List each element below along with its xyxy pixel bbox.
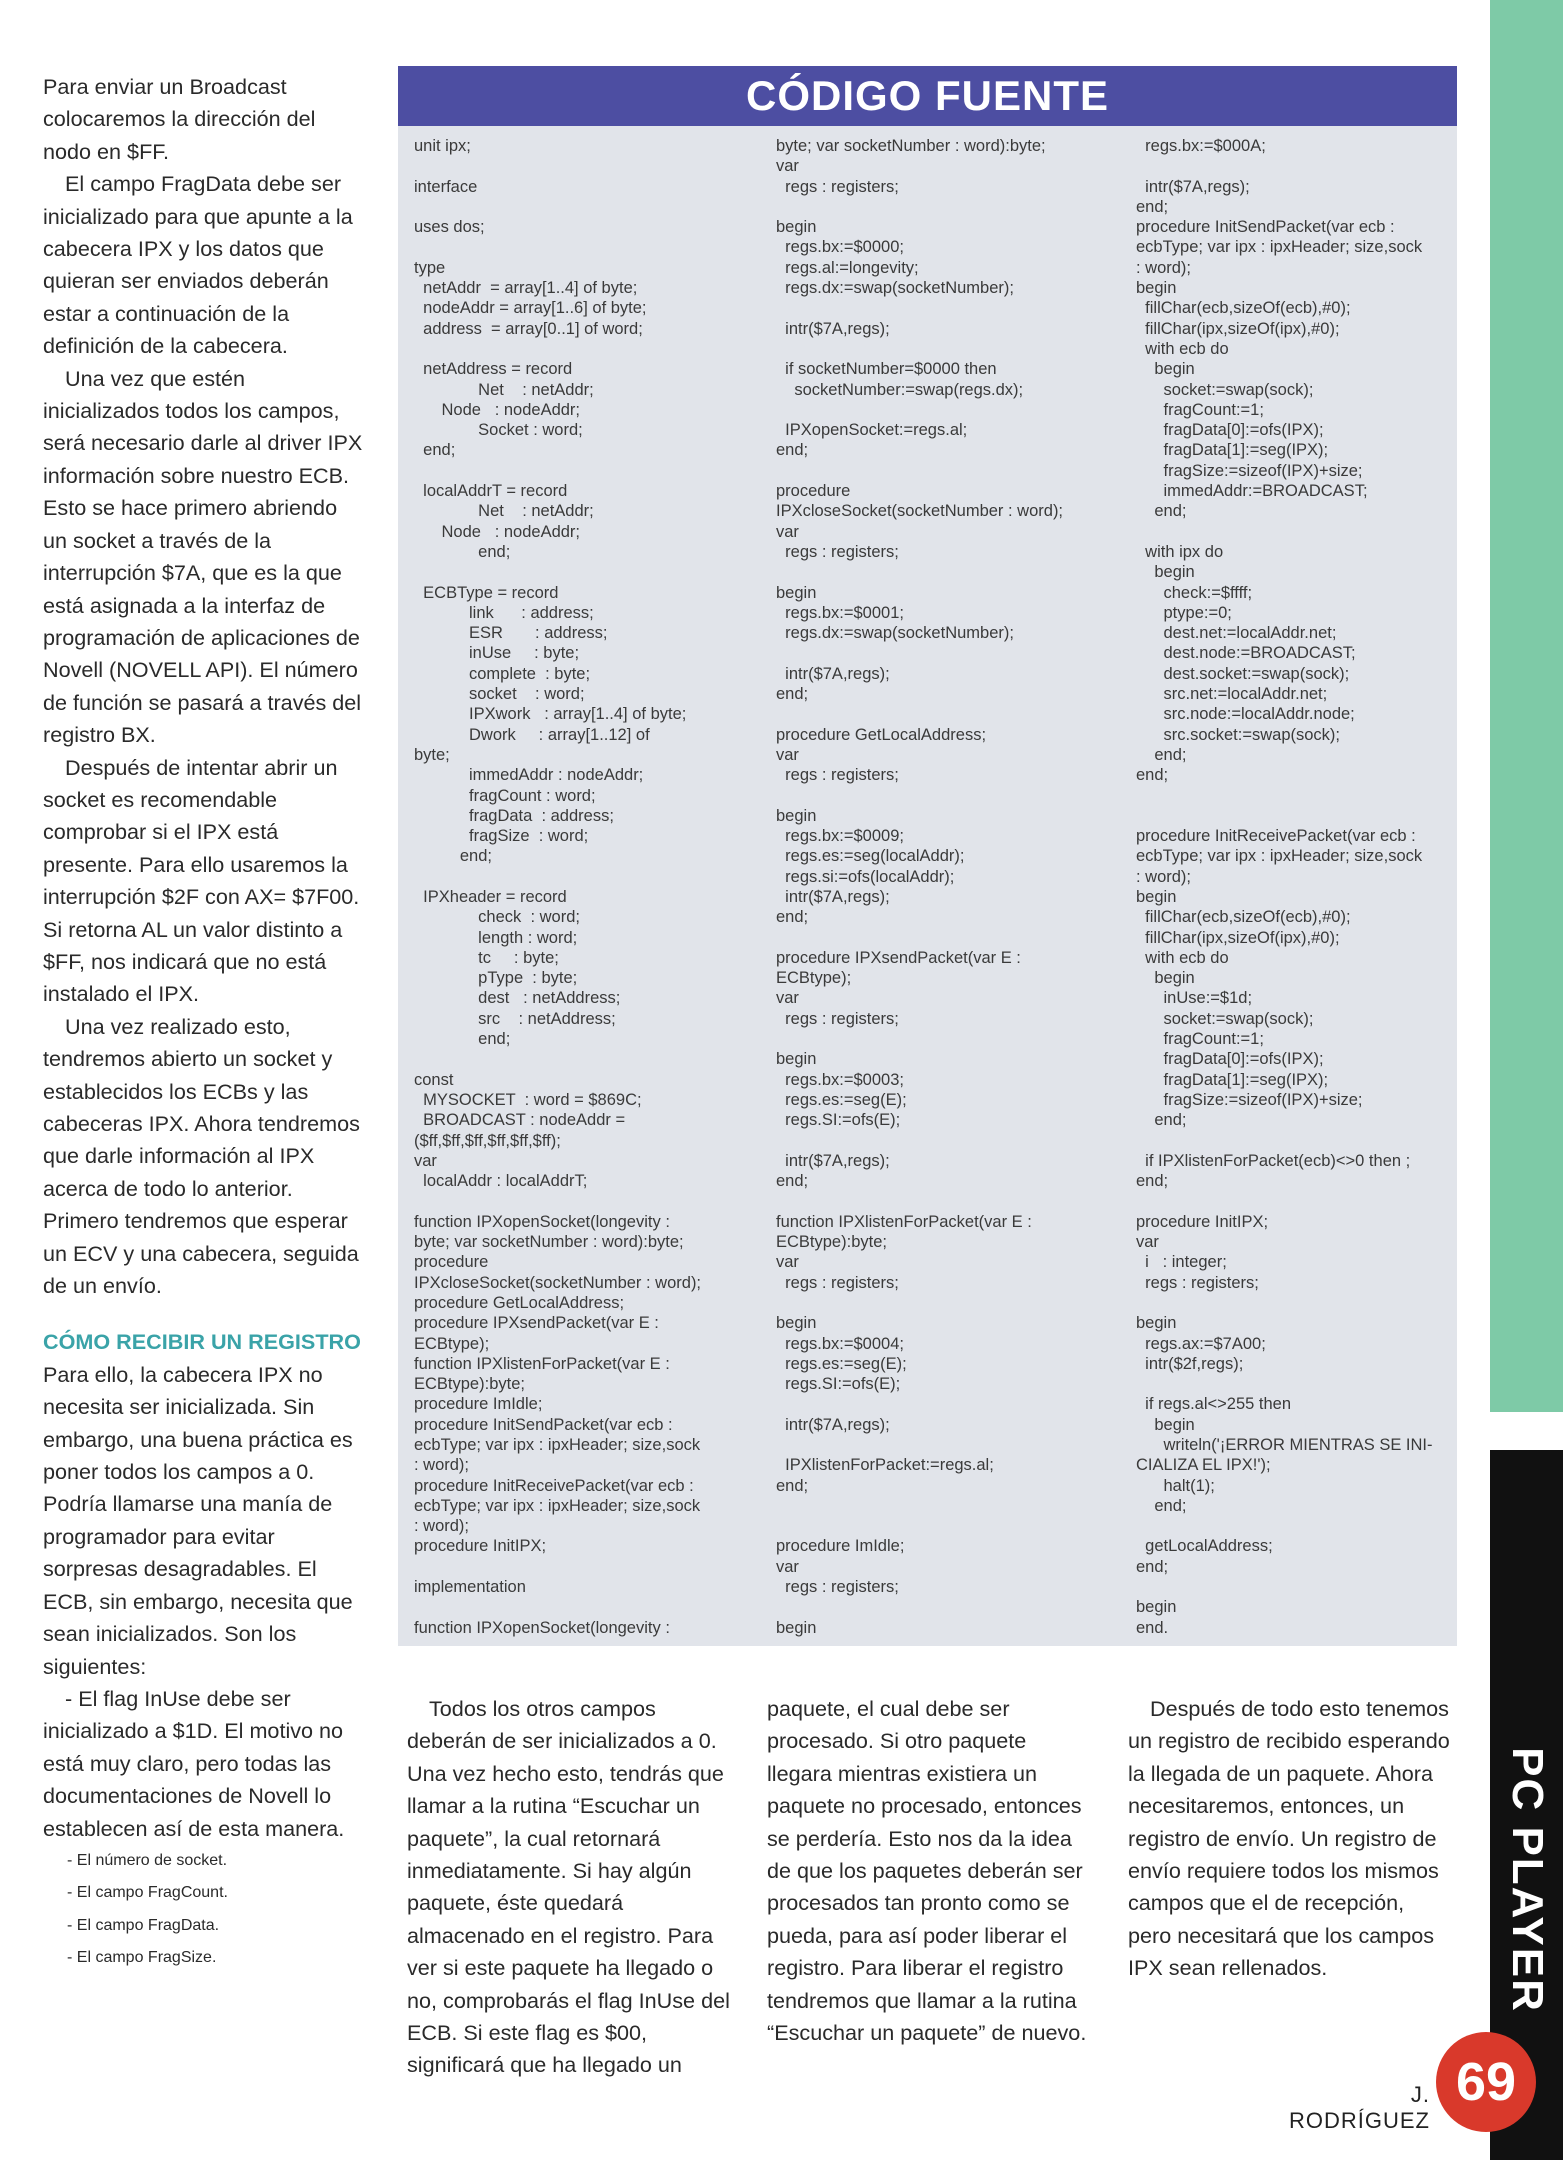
list-item: - El campo FragData.: [67, 1916, 220, 1934]
paragraph: Después de todo esto tenemos un registro de recibido esperando la llegada de un paquete. Ahora necesitaremos, entonces, un registro de envío. Un registro de envío requiere todos los mismos campos que el de recepción, pero necesitará que los campos IPX sean rellenados.: [1128, 1696, 1450, 1981]
paragraph: Para enviar un Broadcast colocaremos la dirección del nodo en $FF.: [43, 74, 316, 164]
code-box-title: CÓDIGO FUENTE: [398, 66, 1457, 126]
section-heading: CÓMO RECIBIR UN REGISTRO: [43, 1329, 361, 1355]
paragraph: Una vez realizado esto, tendremos abierto un socket y establecidos los ECBs y las cabeceras IPX. Ahora tendremos que darle información al IPX acerca de todo lo anterior. Primero tendremos que esperar un ECV y una cabecera, seguida de un envío.: [43, 1013, 360, 1299]
code-column-1: unit ipx; interface uses dos; type netAddr = array[1..4] of byte; nodeAddr = array[1..6] of byte; address = array[0..1] of word; netAddress = record Net : netAddr; Node : nodeAddr; Socket : word; end; localAddrT = record Net : netAddr; Node : nodeAddr; end; ECBType = record link : address; ESR : address; inUse : byte; complete : byte; socket : word; IPXwork : array[1..4] of byte; Dwork : array[1..12] of byte; immedAddr : nodeAddr; fragCount : word; fragData : address; fragSize : word; end; IPXheader = record check : word; length : word; tc : byte; pType : byte; dest : netAddress; src : netAddress; end; const MYSOCKET : word = $869C; BROADCAST : nodeAddr = ($ff,$ff,$ff,$ff,$ff,$ff); var localAddr : localAddrT; function IPXopenSocket(longevity : byte; var socketNumber : word):byte; procedure IPXcloseSocket(socketNumber : word); procedure GetLocalAddress; procedure IPXsendPacket(var E : ECBtype); function IPXlistenForPacket(var E : ECBtype):byte; procedure ImIdle; procedure InitSendPacket(var ecb : ecbType; var ipx : ipxHeader; size,sock : word); procedure InitReceivePacket(var ecb : ecbType; var ipx : ipxHeader; size,sock : word); procedure InitIPX; implementation function IPXopenSocket(longevity :: [414, 137, 702, 1637]
paragraph: paquete, el cual debe ser procesado. Si otro paquete llegara mientras existiera un paquete no procesado, entonces se perdería. Esto nos da la idea de que los paquetes deberán ser procesados tan pronto como se pueda, para así poder liberar el registro. Para liberar el registro tendremos que llamar a la rutina “Escuchar un paquete” de nuevo.: [767, 1696, 1087, 2046]
paragraph: Todos los otros campos deberán de ser inicializados a 0. Una vez hecho esto, tendrás que llamar a la rutina “Escuchar un paquete”, la cual retornará inmediatamente. Si hay algún paquete, éste quedará almacenado en el registro. Para ver si este paquete ha llegado o no, comprobarás el flag InUse del ECB. Si este flag es $00, significará que ha llegado un: [407, 1696, 730, 2078]
decorative-side-strip: [1490, 0, 1563, 1412]
author-credit: J. RODRÍGUEZ: [1289, 2082, 1430, 2133]
magazine-name: PC PLAYER: [1502, 1747, 1552, 2013]
paragraph: El campo FragData debe ser inicializado para que apunte a la cabecera IPX y los datos que quieran ser enviados deberán estar a continuación de la definición de la cabecera.: [43, 171, 353, 359]
bottom-text-column-3: [1128, 1693, 1453, 1985]
paragraph: Para ello, la cabecera IPX no necesita ser inicializada. Sin embargo, una buena práctica es poner todos los campos a 0. Podría llamarse una manía de programador para evitar sorpresas desagradables. El ECB, sin embargo, necesita que sean inicializados. Son los siguientes:: [43, 1361, 353, 1679]
list-item: - El campo FragCount.: [67, 1884, 228, 1902]
bottom-text-column-1: [407, 1693, 732, 2082]
paragraph: Después de intentar abrir un socket es recomendable comprobar si el IPX está presente. Para ello usaremos la interrupción $2F con AX= $7F00. Si retorna AL un valor distinto a $FF, nos indicará que no está instalado el IPX.: [43, 754, 360, 1007]
page-number-badge: 69: [1436, 2032, 1536, 2132]
left-text-column: [43, 71, 365, 1975]
list-item: - El número de socket.: [67, 1851, 228, 1869]
paragraph: Una vez que estén inicializados todos los campos, será necesario darle al driver IPX información sobre nuestro ECB. Esto se hace primero abriendo un socket a través de la interrupción $7A, que es la que está asignada a la interfaz de programación de aplicaciones de Novell (NOVELL API). El número de función se pasará a través del registro BX.: [43, 365, 363, 748]
list-item: - El campo FragSize.: [67, 1949, 217, 1967]
bottom-text-column-2: [767, 1693, 1092, 2049]
paragraph: - El flag InUse debe ser inicializado a $1D. El motivo no está muy claro, pero todas las documentaciones de Novell lo establecen así de esta manera.: [43, 1685, 345, 1841]
code-column-3: regs.bx:=$000A; intr($7A,regs); end; procedure InitSendPacket(var ecb : ecbType; var ipx : ipxHeader; size,sock : word); begin fillChar(ecb,sizeOf(ecb),#0); fillChar(ipx,sizeOf(ipx),#0); with ecb do begin socket:=swap(sock); fragCount:=1; fragData[0]:=ofs(IPX); fragData[1]:=seg(IPX); fragSize:=sizeof(IPX)+size; immedAddr:=BROADCAST; end; with ipx do begin check:=$ffff; ptype:=0; dest.net:=localAddr.net; dest.node:=BROADCAST; dest.socket:=swap(sock); src.net:=localAddr.net; src.node:=localAddr.node; src.socket:=swap(sock); end; end; procedure InitReceivePacket(var ecb : ecbType; var ipx : ipxHeader; size,sock : word); begin fillChar(ecb,sizeOf(ecb),#0); fillChar(ipx,sizeOf(ipx),#0); with ecb do begin inUse:=$1d; socket:=swap(sock); fragCount:=1; fragData[0]:=ofs(IPX); fragData[1]:=seg(IPX); fragSize:=sizeof(IPX)+size; end; if IPXlistenForPacket(ecb)<>0 then ; end; procedure InitIPX; var i : integer; regs : registers; begin regs.ax:=$7A00; intr($2f,regs); if regs.al<>255 then begin writeln('¡ERROR MIENTRAS SE INI- CIALIZA EL IPX!'); halt(1); end; getLocalAddress; end; begin end.: [1136, 137, 1433, 1637]
code-column-2: byte; var socketNumber : word):byte; var regs : registers; begin regs.bx:=$0000; regs.al:=longevity; regs.dx:=swap(socketNumber); intr($7A,regs); if socketNumber=$0000 then socketNumber:=swap(regs.dx); IPXopenSocket:=regs.al; end; procedure IPXcloseSocket(socketNumber : word); var regs : registers; begin regs.bx:=$0001; regs.dx:=swap(socketNumber); intr($7A,regs); end; procedure GetLocalAddress; var regs : registers; begin regs.bx:=$0009; regs.es:=seg(localAddr); regs.si:=ofs(localAddr); intr($7A,regs); end; procedure IPXsendPacket(var E : ECBtype); var regs : registers; begin regs.bx:=$0003; regs.es:=seg(E); regs.SI:=ofs(E); intr($7A,regs); end; function IPXlistenForPacket(var E : ECBtype):byte; var regs : registers; begin regs.bx:=$0004; regs.es:=seg(E); regs.SI:=ofs(E); intr($7A,regs); IPXlistenForPacket:=regs.al; end; procedure ImIdle; var regs : registers; begin: [776, 137, 1064, 1637]
